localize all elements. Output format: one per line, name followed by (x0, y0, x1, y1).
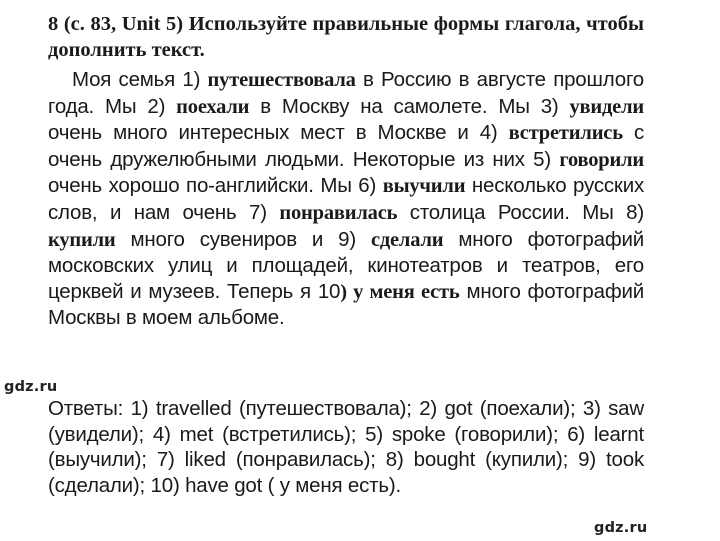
answer-verb-8: купили (48, 228, 116, 251)
answer-verb-1: путешествовала (207, 69, 356, 91)
answer-verb-10: ) у меня есть (340, 280, 460, 303)
text-segment: Моя семья 1) (72, 68, 208, 91)
watermark-gdz-bottom: gdz.ru (594, 520, 648, 536)
text-segment: несколько русских слов, и нам очень 7) (48, 174, 644, 224)
watermark-gdz: gdz.ru (4, 379, 58, 395)
answer-verb-7: понравилась (279, 201, 398, 224)
exercise-text (48, 67, 644, 331)
exercise-title: 8 (с. 83, Unit 5) Используйте правильные формы глагола, чтобы дополнить текст. (48, 13, 644, 61)
text-segment: с очень дружелюбными людьми. Некоторые из них 5) (48, 121, 645, 171)
answer-verb-6: выучили (382, 175, 466, 198)
text-segment: в Россию в августе прошлого года. Мы 2) (48, 68, 644, 118)
text-segment: столица России. Мы 8) (397, 200, 644, 224)
answer-verb-3: увидели (569, 95, 644, 118)
answer-verb-4: встретились (508, 122, 623, 145)
answer-verb-9: сделали (370, 228, 444, 251)
text-segment: много фотографий Москвы в моем альбоме. (48, 279, 644, 330)
text-segment: много сувениров и 9) (115, 227, 371, 251)
answer-verb-2: поехали (176, 95, 250, 118)
text-segment: в Москву на самолете. Мы 3) (249, 94, 570, 118)
answer-verb-5: говорили (559, 148, 644, 171)
text-segment: очень много интересных мест в Москве и 4) (48, 121, 509, 145)
text-segment: много фотографий московских улиц и площадей, кинотеатров и театров, его церквей и музеев. Теперь я 10 (48, 227, 644, 303)
answers-text: Ответы: 1) travelled (путешествовала); 2) got (поехали); 3) saw (увидели); 4) met (встретились); 5) spoke (говорили); 6) learnt (выучили); 7) liked (понравилась); 8) bought (купили); 9) took (сделали); 10) have got ( у меня есть). (48, 397, 644, 497)
text-segment: очень хорошо по-английски. Мы 6) (48, 174, 383, 198)
